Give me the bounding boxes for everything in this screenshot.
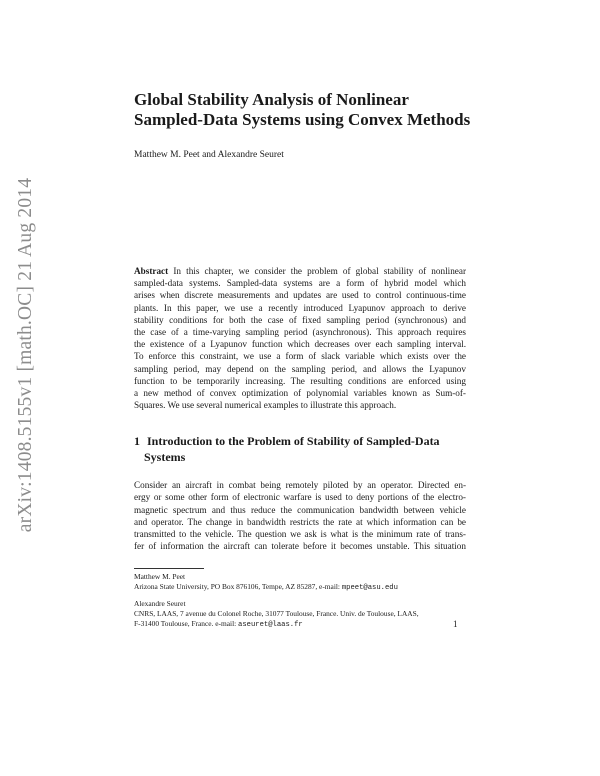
intro-line: ergy or some other form of electronic warfare is used to deny portions of the electro- [134,492,466,503]
title-line-2: Sampled-Data Systems using Convex Methods [134,110,471,129]
paper-title [134,90,494,130]
abstract-line: sampled-data systems. Sampled-data systems are a form of hybrid model which [134,278,466,289]
abstract-line: Abstract In this chapter, we consider the problem of global stability of nonlinear [134,266,466,276]
page-number: 1 [453,619,458,629]
intro-line: fer of information the aircraft can tolerate before it becomes unstable. This situation [134,541,466,552]
author-footnotes [134,572,466,630]
author-2-email: aseuret@laas.fr [238,621,303,629]
title-line-1: Global Stability Analysis of Nonlinear [134,90,409,109]
abstract-line: the existence of a Lyapunov function which decreases over each sampling interval. [134,339,466,350]
abstract-label: Abstract [134,266,169,276]
footnote-author-2-affiliation-2: F-31400 Toulouse, France. e-mail: aseuret@laas.fr [134,619,303,629]
footnote-author-2-name: Alexandre Seuret [134,599,186,608]
author-list: Matthew M. Peet and Alexandre Seuret [134,150,284,160]
abstract-line: To enforce this constraint, we use a form of slack variable which exists over the [134,351,466,362]
abstract-line: Squares. We use several numerical examples to illustrate this approach. [134,400,397,411]
abstract-line: sampling period, may depend on the sampling period, and allows the Lyapunov [134,363,466,374]
abstract-line: function to be temporarily increasing. The resulting conditions are enforced using [134,375,466,386]
footnote-divider [134,568,204,569]
intro-line: magnetic spectrum and thus reduce the communication bandwidth between vehicle [134,504,466,515]
abstract-line: plants. In this paper, we use a recently introduced Lyapunov approach to derive [134,302,466,313]
section-title-line-1: Introduction to the Problem of Stability of Sampled-Data [147,434,440,448]
abstract-line: arises when discrete measurements and updates are used to control continuous-time [134,290,466,301]
arxiv-identifier-text: arXiv:1408.5155v1 [math.OC] 21 Aug 2014 [15,177,36,533]
author-1-email: mpeet@asu.edu [341,584,398,592]
footnote-author-2-affiliation-1: CNRS, LAAS, 7 avenue du Colonel Roche, 31077 Toulouse, France. Univ. de Toulouse, LAAS, [134,609,419,618]
intro-line: Consider an aircraft in combat being remotely piloted by an operator. Directed en- [134,480,466,490]
introduction-paragraph [134,479,466,553]
abstract-block [134,265,466,411]
intro-line: transmitted to the vehicle. The question we ask is what is the minimum rate of trans- [134,529,466,540]
intro-line: and operator. The change in bandwidth restricts the rate at which information can be [134,516,466,527]
abstract-line: the case of a time-varying sampling period (asynchronous). This approach requires [134,326,466,337]
section-number: 1 [134,434,140,448]
section-title-line-2: Systems [144,450,186,464]
section-heading [134,433,474,465]
arxiv-identifier-stamp [6,145,46,565]
footnote-author-1-name: Matthew M. Peet [134,572,186,581]
footnote-author-1-affiliation: Arizona State University, PO Box 876106, Tempe, AZ 85287, e-mail: mpeet@asu.edu [134,582,398,592]
abstract-line: stability conditions for both the case of fixed sampling period (synchronous) and [134,314,466,325]
abstract-line: a new method of convex optimization of polynomial variables known as Sum-of- [134,387,466,398]
